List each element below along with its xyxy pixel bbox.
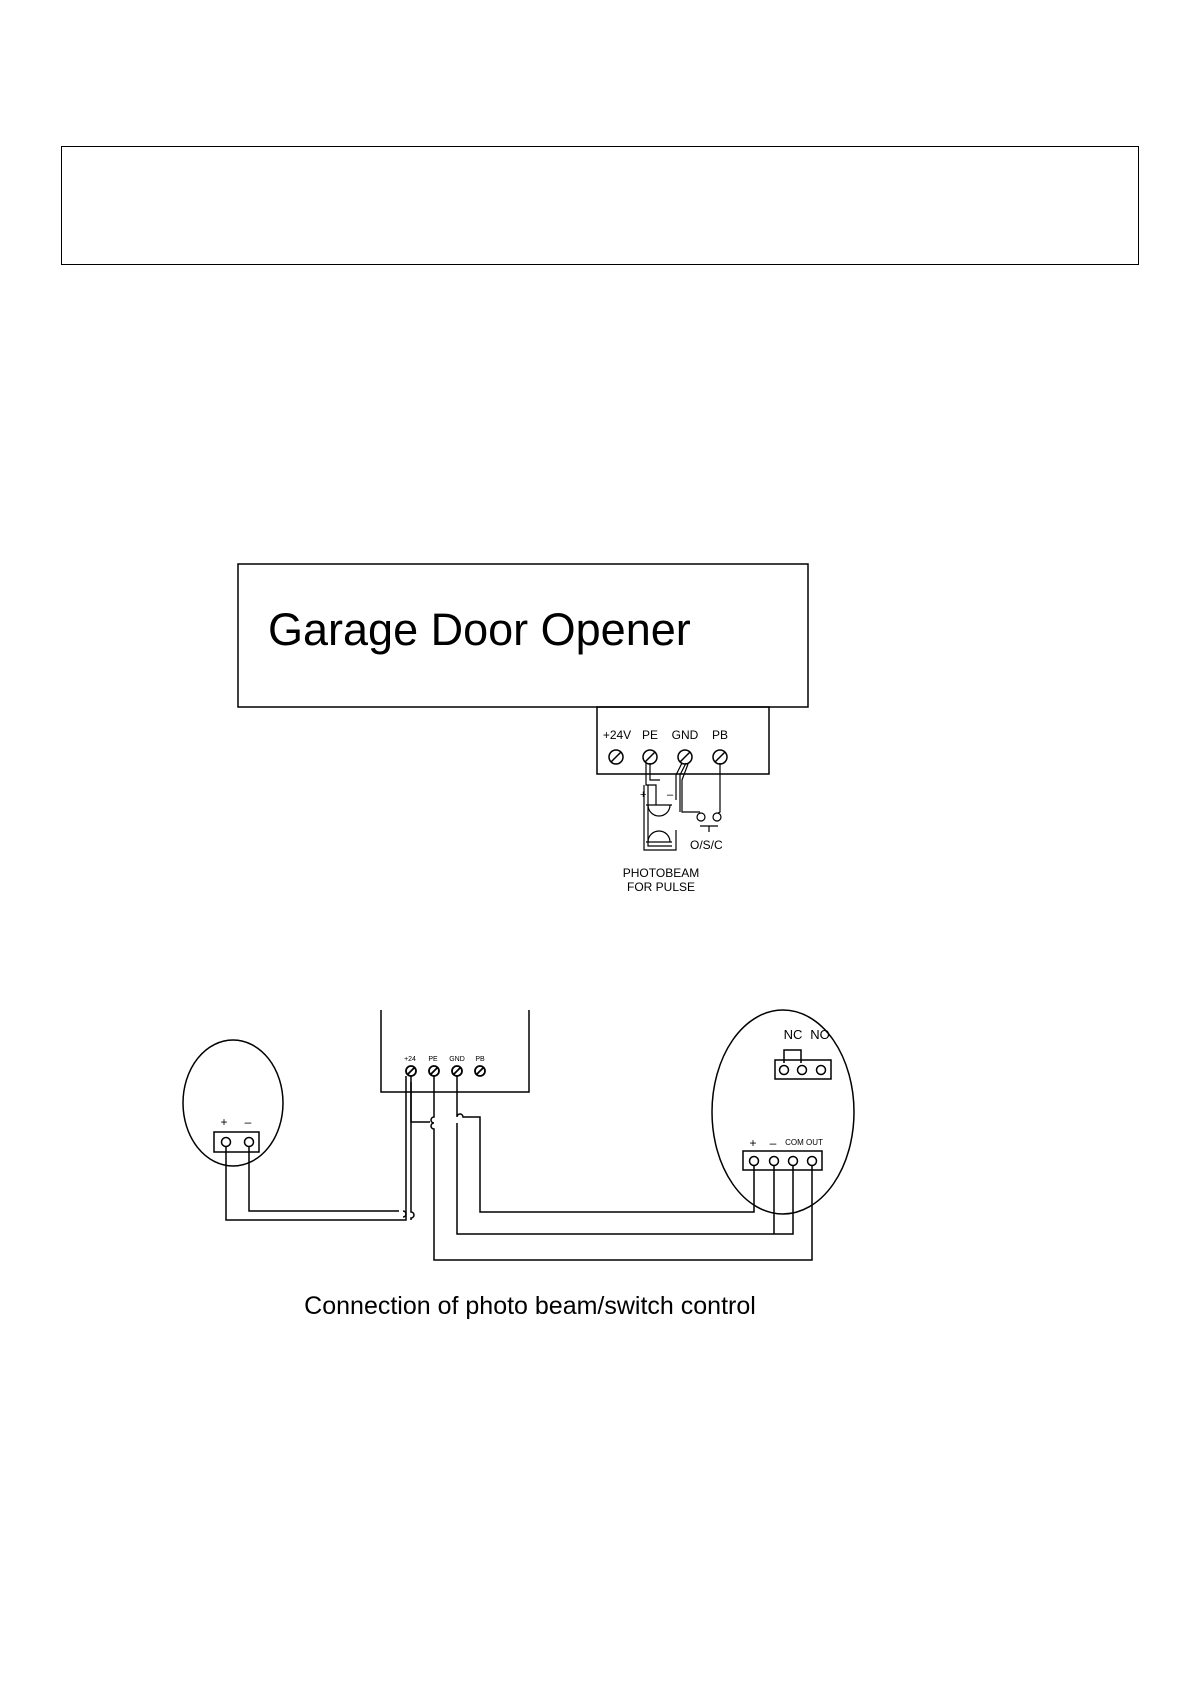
relay-no-label: NO xyxy=(810,1027,830,1042)
transmitter-plus-label: + xyxy=(220,1115,228,1129)
pulse-minus-label: – xyxy=(667,789,674,801)
terminal-label-pe: PE xyxy=(641,728,659,742)
terminal-label-pb: PB xyxy=(711,728,729,742)
panel-terminal-label-gnd: GND xyxy=(449,1056,465,1063)
pulse-plus-label: + xyxy=(640,789,647,801)
opener-diagram xyxy=(238,564,808,894)
photobeam-label-line1: PHOTOBEAM xyxy=(622,866,700,880)
switch-label: O/S/C xyxy=(690,838,723,852)
panel-terminal-label-24: +24 xyxy=(404,1056,416,1063)
figure-caption: Connection of photo beam/switch control xyxy=(304,1292,756,1320)
terminal-label-gnd: GND xyxy=(671,728,699,742)
receiver-plus-label: + xyxy=(749,1136,757,1150)
panel-terminal-label-pb: PB xyxy=(475,1056,485,1063)
relay-nc-label: NC xyxy=(783,1027,803,1042)
transmitter-minus-label: – xyxy=(244,1115,252,1129)
terminal-label-24v: +24V xyxy=(602,728,632,742)
receiver-terminal-block xyxy=(743,1151,822,1170)
relay-jumper xyxy=(784,1050,801,1063)
photo-beam-wiring-diagram xyxy=(183,1010,854,1260)
opener-title: Garage Door Opener xyxy=(268,604,691,655)
transmitter xyxy=(183,1040,283,1166)
photobeam-label-line2: FOR PULSE xyxy=(626,880,696,894)
panel-terminal-label-pe: PE xyxy=(428,1056,438,1063)
controller-panel xyxy=(381,1010,529,1092)
receiver-minus-label: – xyxy=(769,1136,777,1150)
receiver-com-out-label: COM OUT xyxy=(785,1138,823,1147)
photobeam-pulse-wiring xyxy=(644,763,721,850)
